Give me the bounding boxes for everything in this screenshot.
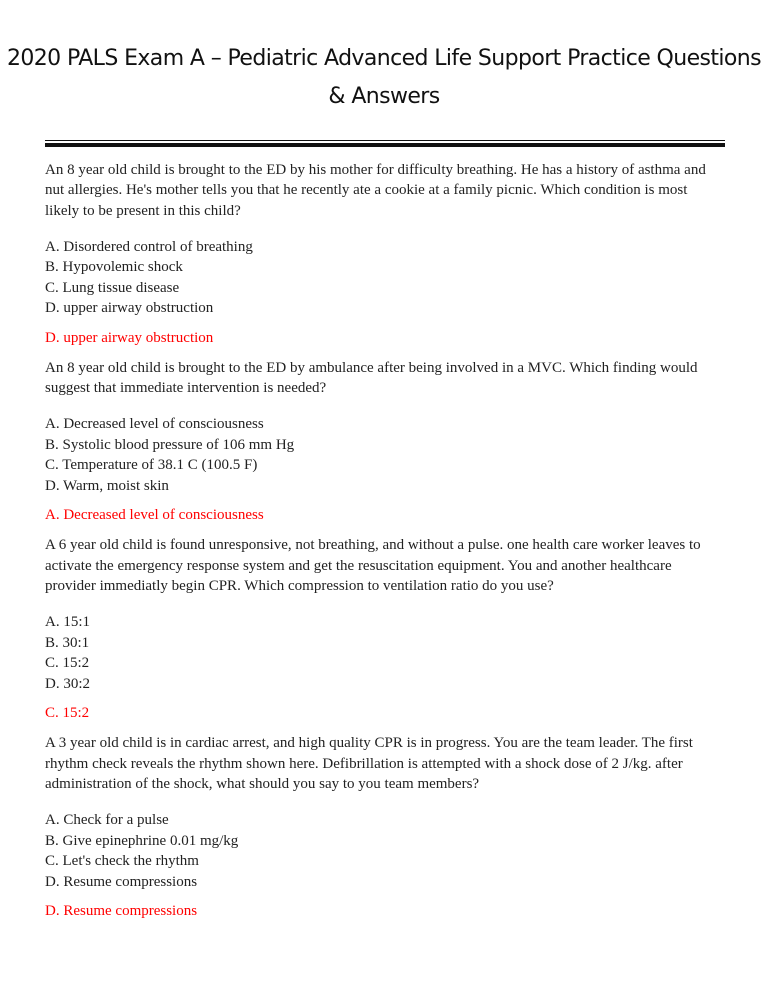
answer-options	[45, 612, 725, 694]
option: B. Systolic blood pressure of 106 mm Hg	[45, 436, 295, 453]
option: B. Give epinephrine 0.01 mg/kg	[45, 832, 239, 849]
question-text: A 6 year old child is found unresponsive, not breathing, and without a pulse. one health care worker leaves to activate the emergency response system and get the resuscitation equipment. You and another healthcare provider immediatly begin CPR. Which compression to ventilation ratio do you use?	[45, 537, 701, 595]
option: D. Resume compressions	[45, 873, 198, 890]
correct-answer: A. Decreased level of consciousness	[45, 507, 264, 524]
option: D. Warm, moist skin	[45, 477, 169, 494]
question-block	[45, 160, 725, 348]
question-text: A 3 year old child is in cardiac arrest, and high quality CPR is in progress. You are the team leader. The first rhythm check reveals the rhythm shown here. Defibrillation is attempted with a shock dose of 2 J/kg. after administration of the shock, what should you say to you team members?	[45, 735, 693, 792]
question-text: An 8 year old child is brought to the ED by his mother for difficulty breathing. He has a history of asthma and nut allergies. He's mother tells you that he recently ate a cookie at a family picnic. Which condition is most likely to be present in this child?	[45, 162, 706, 219]
question-list	[45, 160, 725, 931]
question-block	[45, 535, 725, 723]
option: C. Lung tissue disease	[45, 279, 180, 296]
question-text: An 8 year old child is brought to the ED by ambulance after being involved in a MVC. Which finding would suggest that immediate intervention is needed?	[45, 359, 698, 397]
option: C. 15:2	[45, 655, 90, 672]
option: A. Disordered control of breathing	[45, 238, 253, 255]
option: D. 30:2	[45, 675, 90, 692]
answer-options	[45, 237, 725, 319]
option: C. Temperature of 38.1 C (100.5 F)	[45, 457, 258, 474]
option: B. Hypovolemic shock	[45, 259, 183, 276]
option: C. Let's check the rhythm	[45, 853, 199, 870]
option: D. upper airway obstruction	[45, 300, 214, 317]
answer-options	[45, 810, 725, 892]
question-block	[45, 733, 725, 921]
document-title: 2020 PALS Exam A – Pediatric Advanced Life Support Practice Questions & Answers	[6, 46, 761, 109]
option: A. 15:1	[45, 614, 90, 631]
question-block	[45, 358, 725, 526]
correct-answer: D. upper airway obstruction	[45, 329, 214, 346]
answer-options	[45, 414, 725, 496]
correct-answer: D. Resume compressions	[45, 903, 198, 920]
option: A. Decreased level of consciousness	[45, 416, 264, 433]
option: A. Check for a pulse	[45, 812, 169, 829]
option: B. 30:1	[45, 634, 90, 651]
title-divider	[45, 140, 725, 147]
correct-answer: C. 15:2	[45, 705, 90, 722]
